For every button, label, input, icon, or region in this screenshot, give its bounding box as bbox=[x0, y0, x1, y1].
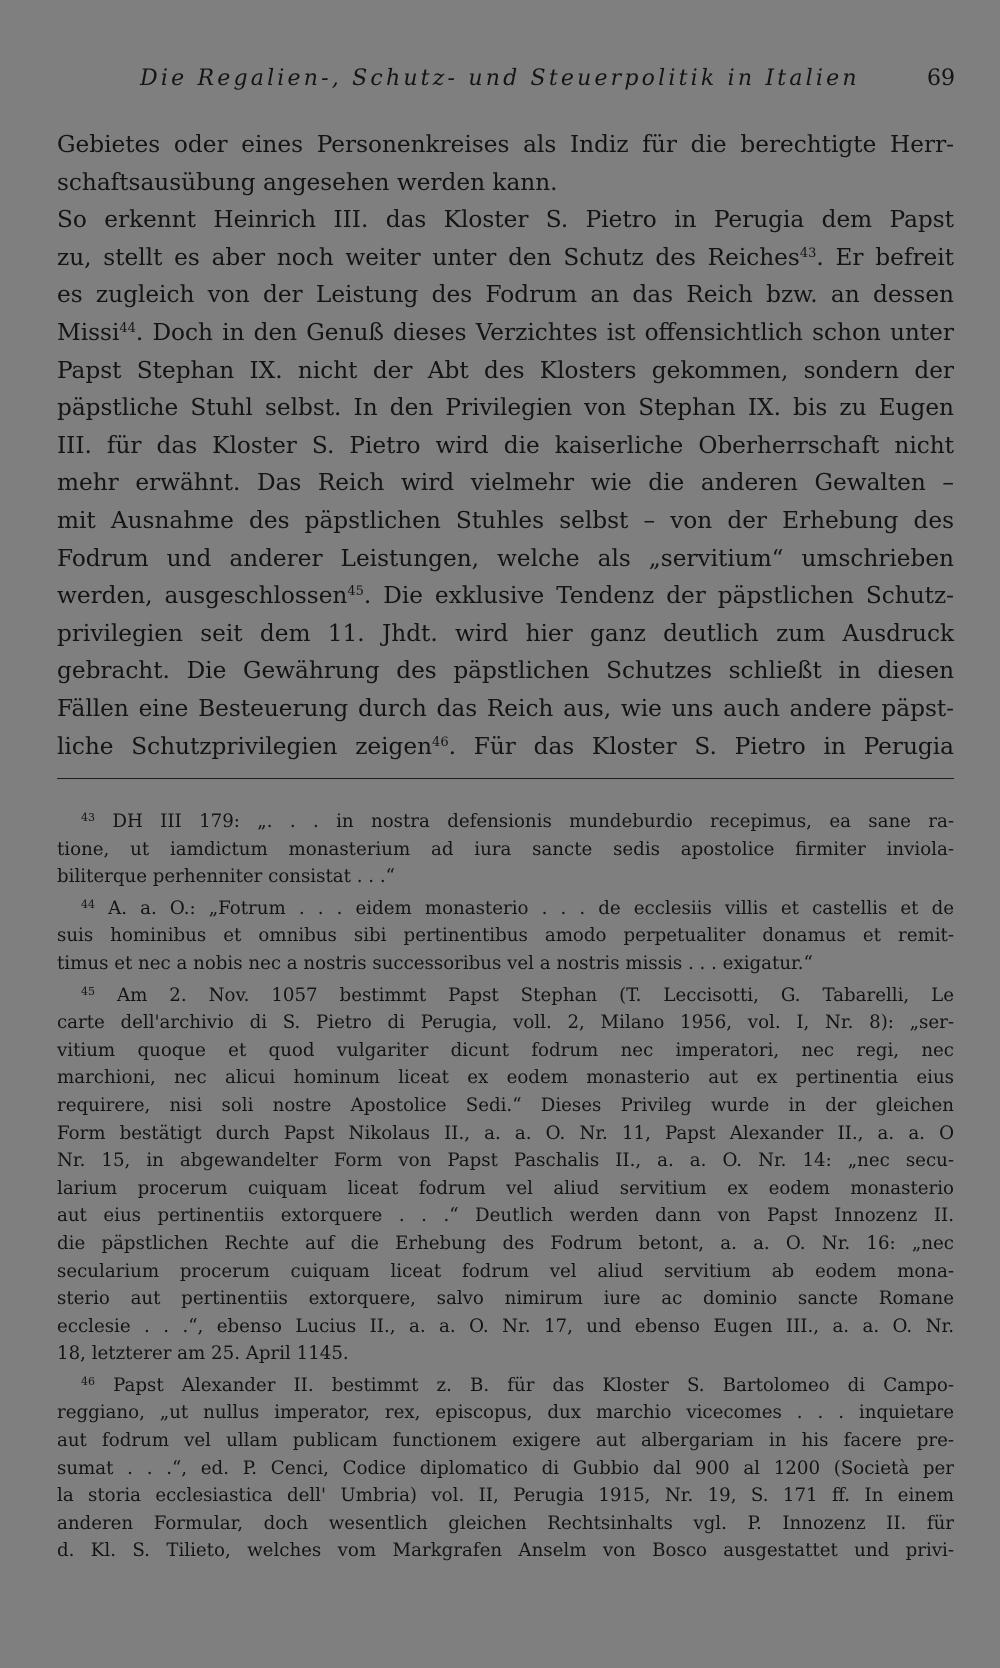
footnote-ref: 43 bbox=[799, 245, 817, 261]
footnote-line: vitium quoque et quod vulgariter dicunt fodrum nec imperatori, nec regi, nec bbox=[57, 1039, 954, 1061]
footnote-ref: 45 bbox=[347, 584, 364, 600]
main-text bbox=[57, 126, 954, 765]
footnote-ref: 46 bbox=[432, 734, 449, 750]
text-line: gebracht. Die Gewährung des päpstlichen Schutzes schließt in diesen bbox=[57, 657, 954, 685]
text-segment: . Für das Kloster S. Pietro in Perugia bbox=[448, 732, 954, 760]
text-segment: Missi bbox=[57, 318, 120, 346]
footnote-line bbox=[57, 895, 954, 923]
footnote-45 bbox=[57, 982, 954, 1368]
text-segment: . Doch in den Genuß dieses Verzichtes ist offensichtlich schon unter bbox=[135, 318, 954, 346]
footnote-line: marchioni, nec alicui hominum liceat ex eodem monasterio aut ex pertinentia eius bbox=[57, 1067, 954, 1089]
text-line: III. für das Kloster S. Pietro wird die kaiserliche Oberherrschaft nicht bbox=[57, 431, 954, 459]
text-line: So erkennt Heinrich III. das Kloster S. Pietro in Perugia dem Papst bbox=[57, 206, 954, 234]
page-number: 69 bbox=[927, 66, 955, 91]
text-line: päpstliche Stuhl selbst. In den Privilegien von Stephan IX. bis zu Eugen bbox=[57, 394, 954, 422]
text-line: mehr erwähnt. Das Reich wird vielmehr wie die anderen Gewalten – bbox=[57, 469, 954, 497]
footnote-divider bbox=[57, 778, 954, 779]
text-line bbox=[57, 728, 954, 766]
footnote-line: suis hominibus et omnibus sibi pertinentibus amodo perpetualiter donamus et remit- bbox=[57, 925, 954, 947]
text-segment: Am 2. Nov. 1057 bestimmt Papst Stephan (T. Leccisotti, G. Tabarelli, Le bbox=[116, 984, 954, 1006]
footnote-line: aut fodrum vel ullam publicam functionem exigere aut albergariam in his facere pre- bbox=[57, 1430, 954, 1452]
text-line: Gebietes oder eines Personenkreises als Indiz für die berechtigte Herr- bbox=[57, 131, 954, 158]
footnote-46 bbox=[57, 1372, 954, 1565]
footnote-line: biliterque perhenniter consistat . . .“ bbox=[57, 866, 395, 888]
footnote-line: requirere, nisi soli nostre Apostolice Sedi.“ Dieses Privileg wurde in der gleichen bbox=[57, 1094, 954, 1116]
footnote-number: 46 bbox=[81, 1374, 95, 1388]
footnote-line: secularium procerum cuiquam liceat fodrum vel aliud servitium ab eodem mona- bbox=[57, 1260, 954, 1282]
footnote-44 bbox=[57, 895, 954, 978]
footnotes bbox=[57, 808, 954, 1569]
footnote-line: 18, letzterer am 25. April 1145. bbox=[57, 1343, 349, 1365]
footnote-line: carte dell'archivio di S. Pietro di Perugia, voll. 2, Milano 1956, vol. I, Nr. 8): „ser- bbox=[57, 1012, 954, 1034]
text-segment: liche Schutzprivilegien zeigen bbox=[57, 732, 433, 760]
footnote-line: anderen Formular, doch wesentlich gleichen Rechtsinhalts vgl. P. Innozenz II. für bbox=[57, 1512, 954, 1534]
footnote-number: 44 bbox=[81, 897, 95, 911]
text-segment: . Die exklusive Tendenz der päpstlichen Schutz- bbox=[363, 582, 954, 610]
footnote-line: d. Kl. S. Tilieto, welches vom Markgrafen Anselm von Bosco ausgestattet und privi- bbox=[57, 1540, 954, 1562]
footnote-line: die päpstlichen Rechte auf die Erhebung des Fodrum betont, a. a. O. Nr. 16: „nec bbox=[57, 1232, 954, 1254]
text-segment: A. a. O.: „Fotrum . . . eidem monasterio . . . de ecclesiis villis et castellis et de bbox=[108, 897, 954, 919]
footnote-line: Nr. 15, in abgewandelter Form von Papst Paschalis II., a. a. O. Nr. 14: „nec secu- bbox=[57, 1150, 954, 1172]
footnote-line: sterio aut pertinentiis extorquere, salvo nimirum iure ac dominio sancte Romane bbox=[57, 1288, 954, 1310]
footnote-line: reggiano, „ut nullus imperator, rex, episcopus, dux marchio vicecomes . . . inquietare bbox=[57, 1402, 954, 1424]
footnote-line: Form bestätigt durch Papst Nikolaus II., a. a. O. Nr. 11, Papst Alexander II., a. a. O bbox=[57, 1122, 954, 1144]
footnote-line bbox=[57, 808, 954, 836]
text-segment: werden, ausgeschlossen bbox=[57, 582, 348, 610]
footnote-number: 45 bbox=[81, 984, 95, 998]
text-line: es zugleich von der Leistung des Fodrum an das Reich bzw. an dessen bbox=[57, 281, 954, 309]
footnote-line: ecclesie . . .“, ebenso Lucius II., a. a. O. Nr. 17, und ebenso Eugen III., a. a. O. Nr. bbox=[57, 1315, 954, 1337]
footnote-43 bbox=[57, 808, 954, 891]
footnote-line bbox=[57, 982, 954, 1010]
text-line: Papst Stephan IX. nicht der Abt des Klosters gekommen, sondern der bbox=[57, 356, 954, 384]
footnote-line: sumat . . .“, ed. P. Cenci, Codice diplomatico di Gubbio dal 900 al 1200 (Società per bbox=[57, 1457, 954, 1479]
text-segment: . Er befreit bbox=[816, 243, 954, 271]
footnote-ref: 44 bbox=[119, 320, 136, 336]
footnote-line: aut eius pertinentiis extorquere . . .“ Deutlich werden dann von Papst Innozenz II. bbox=[57, 1205, 954, 1227]
footnote-line: tione, ut iamdictum monasterium ad iura sancte sedis apostolice firmiter inviola- bbox=[57, 838, 954, 860]
footnote-line: larium procerum cuiquam liceat fodrum vel aliud servitium ex eodem monasterio bbox=[57, 1177, 954, 1199]
text-segment: Papst Alexander II. bestimmt z. B. für das Kloster S. Bartolomeo di Campo- bbox=[113, 1374, 954, 1396]
text-line bbox=[57, 239, 954, 277]
footnote-line: timus et nec a nobis nec a nostris successoribus vel a nostris missis . . . exigatur.“ bbox=[57, 952, 813, 974]
footnote-line bbox=[57, 1372, 954, 1400]
text-line: Fodrum und anderer Leistungen, welche als „servitium“ umschrieben bbox=[57, 544, 954, 572]
text-line bbox=[57, 314, 954, 352]
text-line: schaftsausübung angesehen werden kann. bbox=[57, 168, 558, 196]
text-line: mit Ausnahme des päpstlichen Stuhles selbst – von der Erhebung des bbox=[57, 506, 954, 534]
text-segment: DH III 179: „. . . in nostra defensionis mundeburdio recepimus, ea sane ra- bbox=[112, 811, 954, 832]
running-title: Die Regalien-, Schutz- und Steuerpolitik in Italien bbox=[140, 66, 860, 91]
footnote-line: la storia ecclesiastica dell' Umbria) vol. II, Perugia 1915, Nr. 19, S. 171 ff. In einem bbox=[57, 1485, 954, 1507]
text-line: privilegien seit dem 11. Jhdt. wird hier ganz deutlich zum Ausdruck bbox=[57, 619, 954, 647]
text-segment: zu, stellt es aber noch weiter unter den Schutz des Reiches bbox=[57, 243, 800, 271]
text-line: Fällen eine Besteuerung durch das Reich aus, wie uns auch andere päpst- bbox=[57, 694, 954, 722]
page-header bbox=[0, 66, 1000, 98]
footnote-number: 43 bbox=[81, 811, 95, 824]
text-line bbox=[57, 577, 954, 615]
